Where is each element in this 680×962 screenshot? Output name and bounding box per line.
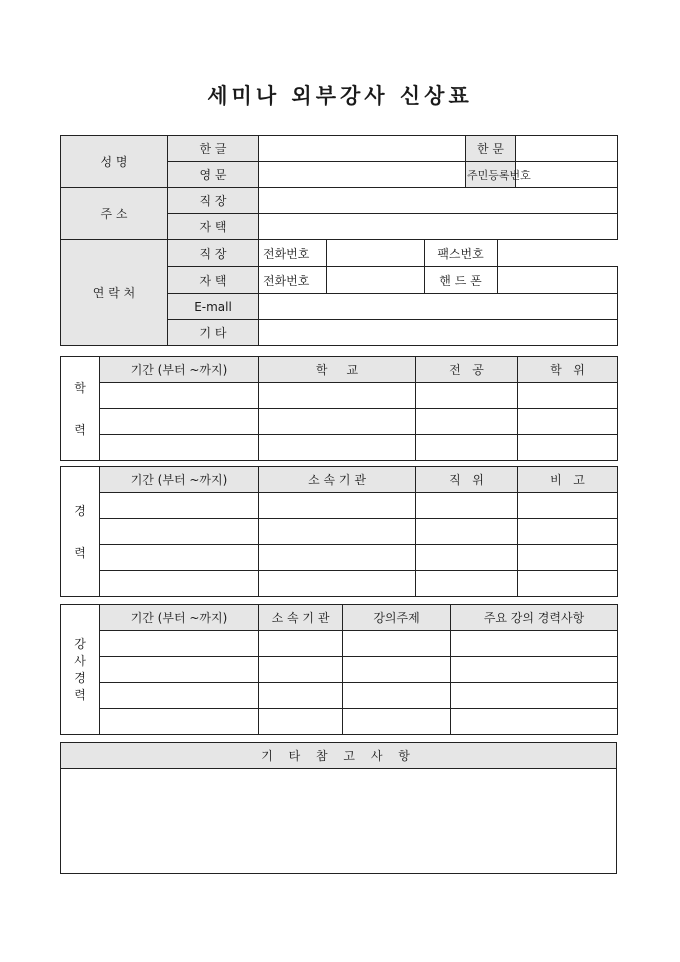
email-label: E-mall: [168, 294, 259, 320]
home-address-label: 자 택: [168, 214, 259, 240]
career-org-header: 소 속 기 관: [259, 467, 416, 493]
table-row: [61, 435, 618, 461]
hanja-name-label: 한 문: [466, 136, 516, 162]
cell[interactable]: [100, 657, 259, 683]
work-fax-label: 팩스번호: [424, 240, 497, 266]
cell[interactable]: [100, 409, 259, 435]
page-title: 세미나 외부강사 신상표: [207, 83, 473, 108]
address-label: 주 소: [61, 188, 168, 240]
cell[interactable]: [451, 683, 618, 709]
lecture-side-char: 사: [74, 653, 86, 668]
lecture-side-char: 경: [74, 670, 86, 685]
cell[interactable]: [259, 631, 343, 657]
cell[interactable]: [416, 409, 518, 435]
table-row: [61, 709, 618, 735]
table-row: [61, 493, 618, 519]
cell[interactable]: [100, 545, 259, 571]
cell[interactable]: [259, 657, 343, 683]
education-school-header: 학 교: [259, 357, 416, 383]
cell[interactable]: [518, 519, 618, 545]
cell[interactable]: [451, 657, 618, 683]
career-side-char: 경: [74, 503, 86, 518]
education-table: [60, 356, 618, 461]
career-period-header: 기간 (부터 ~까지): [100, 467, 259, 493]
cell[interactable]: [259, 493, 416, 519]
education-major-header: 전 공: [416, 357, 518, 383]
cell[interactable]: [416, 493, 518, 519]
table-row: [61, 571, 618, 597]
notes-field[interactable]: [61, 769, 617, 874]
cell[interactable]: [518, 435, 618, 461]
cell[interactable]: [518, 383, 618, 409]
cell[interactable]: [451, 631, 618, 657]
career-position-header: 직 위: [416, 467, 518, 493]
cell[interactable]: [100, 519, 259, 545]
cell[interactable]: [416, 545, 518, 571]
cell[interactable]: [416, 519, 518, 545]
cell[interactable]: [343, 683, 451, 709]
cell[interactable]: [343, 709, 451, 735]
education-degree-header: 학 위: [518, 357, 618, 383]
cell[interactable]: [259, 709, 343, 735]
home-phone-label: 전화번호: [259, 267, 326, 293]
education-side-char: 학: [74, 380, 86, 395]
cell[interactable]: [100, 631, 259, 657]
cell[interactable]: [518, 493, 618, 519]
career-remarks-header: 비 고: [518, 467, 618, 493]
home-address-field[interactable]: [259, 214, 618, 240]
career-table: [60, 466, 618, 597]
work-address-field[interactable]: [259, 188, 618, 214]
notes-table: [60, 742, 617, 874]
cell[interactable]: [416, 383, 518, 409]
cell[interactable]: [416, 571, 518, 597]
cell[interactable]: [100, 493, 259, 519]
english-name-field[interactable]: [259, 162, 466, 188]
cell[interactable]: [518, 545, 618, 571]
korean-name-label: 한 글: [168, 136, 259, 162]
lecture-side-char: 력: [74, 687, 86, 702]
table-row: [61, 683, 618, 709]
career-side-label: [61, 467, 100, 597]
cell[interactable]: [259, 519, 416, 545]
lecture-org-header: 소 속 기 관: [259, 605, 343, 631]
email-field[interactable]: [259, 294, 618, 320]
work-contact-label: 직 장: [168, 240, 259, 267]
lecture-table: [60, 604, 618, 735]
name-label: 성 명: [61, 136, 168, 188]
work-fax-field[interactable]: [497, 240, 618, 266]
cell[interactable]: [100, 683, 259, 709]
work-address-label: 직 장: [168, 188, 259, 214]
table-row: [61, 631, 618, 657]
cell[interactable]: [100, 571, 259, 597]
rrn-label: 주민등록번호: [466, 162, 516, 188]
cell[interactable]: [259, 571, 416, 597]
lecture-period-header: 기간 (부터 ~까지): [100, 605, 259, 631]
work-phone-label: 전화번호: [259, 240, 326, 266]
english-name-label: 영 문: [168, 162, 259, 188]
cell[interactable]: [416, 435, 518, 461]
cell[interactable]: [451, 709, 618, 735]
cell[interactable]: [518, 571, 618, 597]
education-period-header: 기간 (부터 ~까지): [100, 357, 259, 383]
table-row: [61, 409, 618, 435]
table-row: [61, 657, 618, 683]
other-contact-label: 기 타: [168, 320, 259, 346]
other-contact-field[interactable]: [259, 320, 618, 346]
cell[interactable]: [259, 545, 416, 571]
lecture-experience-header: 주요 강의 경력사항: [451, 605, 618, 631]
education-side-char: 력: [74, 422, 86, 437]
mobile-field[interactable]: [497, 267, 618, 293]
personal-info-table: [60, 135, 618, 346]
cell[interactable]: [259, 383, 416, 409]
home-contact-label: 자 택: [168, 267, 259, 294]
cell[interactable]: [518, 409, 618, 435]
cell[interactable]: [259, 409, 416, 435]
cell[interactable]: [100, 383, 259, 409]
lecture-side-char: 강: [74, 636, 86, 651]
notes-header: 기 타 참 고 사 항: [61, 743, 617, 769]
contact-label: 연 락 처: [61, 240, 168, 346]
cell[interactable]: [259, 683, 343, 709]
lecture-topic-header: 강의주제: [343, 605, 451, 631]
mobile-label: 핸 드 폰: [424, 267, 497, 293]
korean-name-field[interactable]: [259, 136, 466, 162]
cell[interactable]: [343, 631, 451, 657]
cell[interactable]: [343, 657, 451, 683]
education-side-label: [61, 357, 100, 461]
table-row: [61, 545, 618, 571]
table-row: [61, 383, 618, 409]
table-row: [61, 519, 618, 545]
cell[interactable]: [100, 709, 259, 735]
cell[interactable]: [259, 435, 416, 461]
home-phone-field[interactable]: [326, 267, 424, 293]
work-phone-field[interactable]: [326, 240, 424, 266]
cell[interactable]: [100, 435, 259, 461]
hanja-name-field[interactable]: [516, 136, 618, 162]
career-side-char: 력: [74, 545, 86, 560]
lecture-side-label: [61, 605, 100, 735]
